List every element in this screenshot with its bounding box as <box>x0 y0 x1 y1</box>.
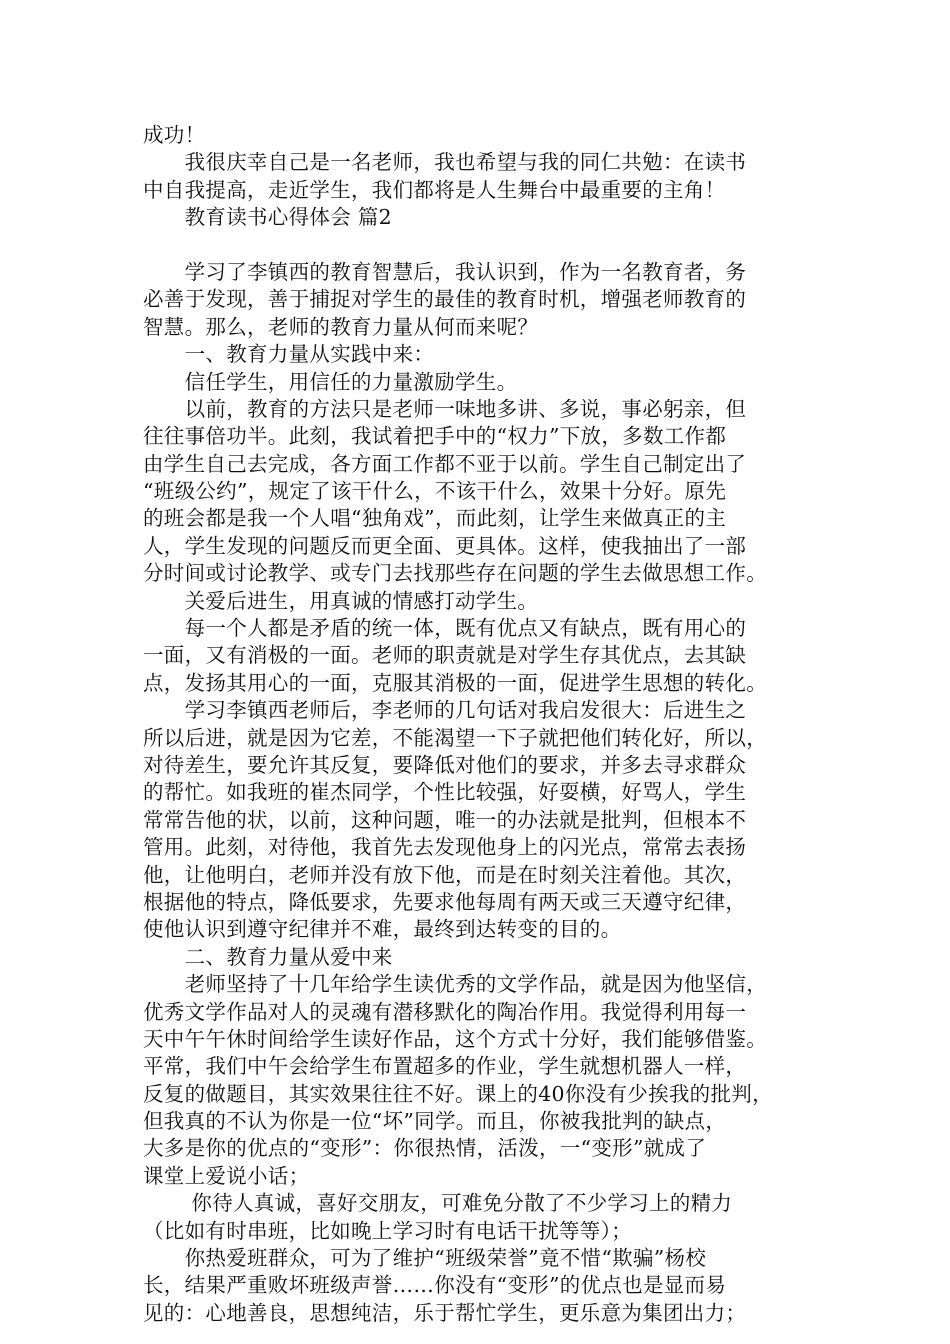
text-line: 根据他的特点，降低要求，先要求他每周有两天或三天遵守纪律， <box>143 889 747 914</box>
document-body <box>143 122 823 1327</box>
subheading: 一、教育力量从实践中来： <box>143 342 435 367</box>
text-line: 学习了李镇西的教育智慧后，我认识到，作为一名教育者，务 <box>143 259 747 284</box>
text-line: 点，发扬其用心的一面，克服其消极的一面，促进学生思想的转化。 <box>143 670 767 695</box>
text-line: 智慧。那么，老师的教育力量从何而来呢？ <box>143 314 539 339</box>
section-heading: 教育读书心得体会 篇2 <box>143 205 392 230</box>
text-line: 他，让他明白，老师并没有放下他，而是在时刻关注着他。其次， <box>143 862 747 887</box>
text-line: 中自我提高，走近学生，我们都将是人生舞台中最重要的主角！ <box>143 177 726 202</box>
text-line: 见的：心地善良，思想纯洁，乐于帮忙学生，更乐意为集团出力； <box>143 1300 747 1325</box>
text-line: 信任学生，用信任的力量激励学生。 <box>143 369 518 394</box>
text-line: 成功！ <box>143 123 206 147</box>
text-line: 平常，我们中午会给学生布置超多的作业，学生就想机器人一样， <box>143 1054 747 1079</box>
text-line: 老师坚持了十几年给学生读优秀的文学作品，就是因为他坚信， <box>143 972 767 997</box>
text-line: 大多是你的优点的“变形”：你很热情，活泼，一“变形”就成了 <box>143 1136 707 1161</box>
text-line: 由学生自己去完成，各方面工作都不亚于以前。学生自己制定出了 <box>143 451 747 476</box>
blank-line <box>143 232 823 259</box>
text-line: 我很庆幸自己是一名老师，我也希望与我的同仁共勉：在读书 <box>143 150 747 175</box>
text-line: 天中午午休时间给学生读好作品，这个方式十分好，我们能够借鉴。 <box>143 1026 767 1051</box>
text-line: 对待差生，要允许其反复，要降低对他们的要求，并多去寻求群众 <box>143 752 747 777</box>
text-line: 分时间或讨论教学、或专门去找那些存在问题的学生去做思想工作。 <box>143 561 767 586</box>
text-line: 反复的做题目，其实效果往往不好。课上的40你没有少挨我的批判， <box>143 1081 773 1106</box>
text-line: 每一个人都是矛盾的统一体，既有优点又有缺点，既有用心的 <box>143 616 747 641</box>
text-line: 的帮忙。如我班的崔杰同学，个性比较强，好耍横，好骂人，学生 <box>143 780 747 805</box>
text-line: 你热爱班群众，可为了维护“班级荣誉”竟不惜“欺骗”杨校 <box>143 1246 707 1271</box>
text-line: 所以后进，就是因为它差，不能渴望一下子就把他们转化好，所以， <box>143 725 767 750</box>
text-line: 学习李镇西老师后，李老师的几句话对我启发很大：后进生之 <box>143 698 747 723</box>
text-line: 关爱后进生，用真诚的情感打动学生。 <box>143 588 539 613</box>
text-line: 但我真的不认为你是一位“坏”同学。而且，你被我批判的缺点， <box>143 1109 727 1134</box>
subheading: 二、教育力量从爱中来 <box>143 944 393 969</box>
text-line: “班级公约”，规定了该干什么，不该干什么，效果十分好。原先 <box>143 479 727 504</box>
text-line: 优秀文学作品对人的灵魂有潜移默化的陶冶作用。我觉得利用每一 <box>143 999 747 1024</box>
text-line: 一面，又有消极的一面。老师的职责就是对学生存其优点，去其缺 <box>143 643 747 668</box>
text-line: 你待人真诚，喜好交朋友，可难免分散了不少学习上的精力 <box>143 1191 733 1216</box>
text-line: 课堂上爱说小话； <box>143 1163 310 1188</box>
text-line: 管用。此刻，对待他，我首先去发现他身上的闪光点，常常去表扬 <box>143 835 747 860</box>
text-line: 的班会都是我一个人唱“独角戏”，而此刻，让学生来做真正的主 <box>143 506 727 531</box>
text-line: 使他认识到遵守纪律并不难，最终到达转变的目的。 <box>143 917 622 942</box>
text-line: 长，结果严重败坏班级声誉……你没有“变形”的优点也是显而易 <box>143 1273 727 1298</box>
text-line: 往往事倍功半。此刻，我试着把手中的“权力”下放，多数工作都 <box>143 424 727 449</box>
text-line: （比如有时串班，比如晚上学习时有电话干扰等等）； <box>143 1218 632 1243</box>
text-line: 常常告他的状，以前，这种问题，唯一的办法就是批判，但根本不 <box>143 807 747 832</box>
text-line: 必善于发现，善于捕捉对学生的最佳的教育时机，增强老师教育的 <box>143 287 747 312</box>
text-line: 人，学生发现的问题反而更全面、更具体。这样，使我抽出了一部 <box>143 533 747 558</box>
text-line: 以前，教育的方法只是老师一味地多讲、多说，事必躬亲，但 <box>143 396 747 421</box>
